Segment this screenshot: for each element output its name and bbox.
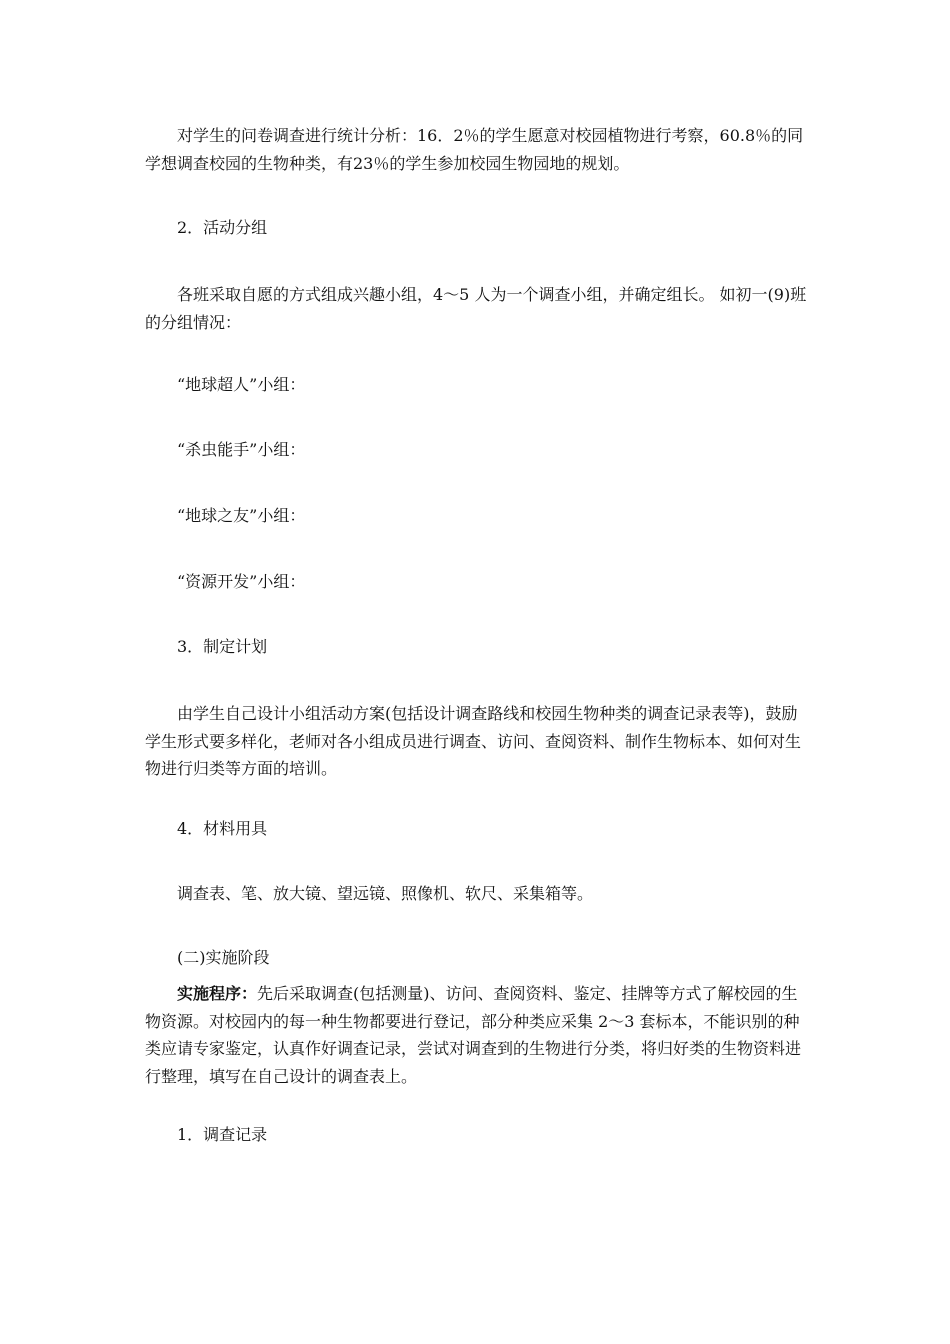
procedure-label: 实施程序： xyxy=(177,984,258,1003)
record-heading: 1．调查记录 xyxy=(177,1125,268,1144)
group-item: “地球超人”小组： xyxy=(177,375,306,394)
plan-heading: 3．制定计划 xyxy=(177,637,268,656)
plan-paragraph: 由学生自己设计小组活动方案(包括设计调查路线和校园生物种类的调查记录表等)，鼓励学生形式要多样化，老师对各小组成员进行调查、访问、查阅资料、制作生物标本、如何对生物进行归类等方面的培训。 xyxy=(145,704,802,778)
materials-heading: 4．材料用具 xyxy=(177,819,268,838)
grouping-heading: 2．活动分组 xyxy=(177,218,268,237)
group-item: “资源开发”小组： xyxy=(177,572,306,591)
group-item: “杀虫能手”小组： xyxy=(177,440,306,459)
procedure-paragraph xyxy=(145,980,810,1090)
grouping-paragraph: 各班采取自愿的方式组成兴趣小组，4～5 人为一个调查小组，并确定组长。 如初一(9)班的分组情况： xyxy=(145,285,807,332)
procedure-text: 先后采取调查(包括测量)、访问、查阅资料、鉴定、挂牌等方式了解校园的生物资源。对校园内的每一种生物都要进行登记，部分种类应采集 2～3 套标本，不能识别的种类应请专家鉴定，认真作好调查记录，尝试对调查到的生物进行分类，将归好类的生物资料进行整理，填写在自己设计的调查表上。 xyxy=(145,984,802,1086)
survey-analysis-paragraph: 对学生的问卷调查进行统计分析：16．2％的学生愿意对校园植物进行考察，60.8％的同学想调查校园的生物种类，有23％的学生参加校园生物园地的规划。 xyxy=(145,126,804,173)
group-item: “地球之友”小组： xyxy=(177,506,306,525)
materials-paragraph: 调查表、笔、放大镜、望远镜、照像机、软尺、采集箱等。 xyxy=(177,884,594,903)
implementation-stage-heading: (二)实施阶段 xyxy=(177,948,270,967)
